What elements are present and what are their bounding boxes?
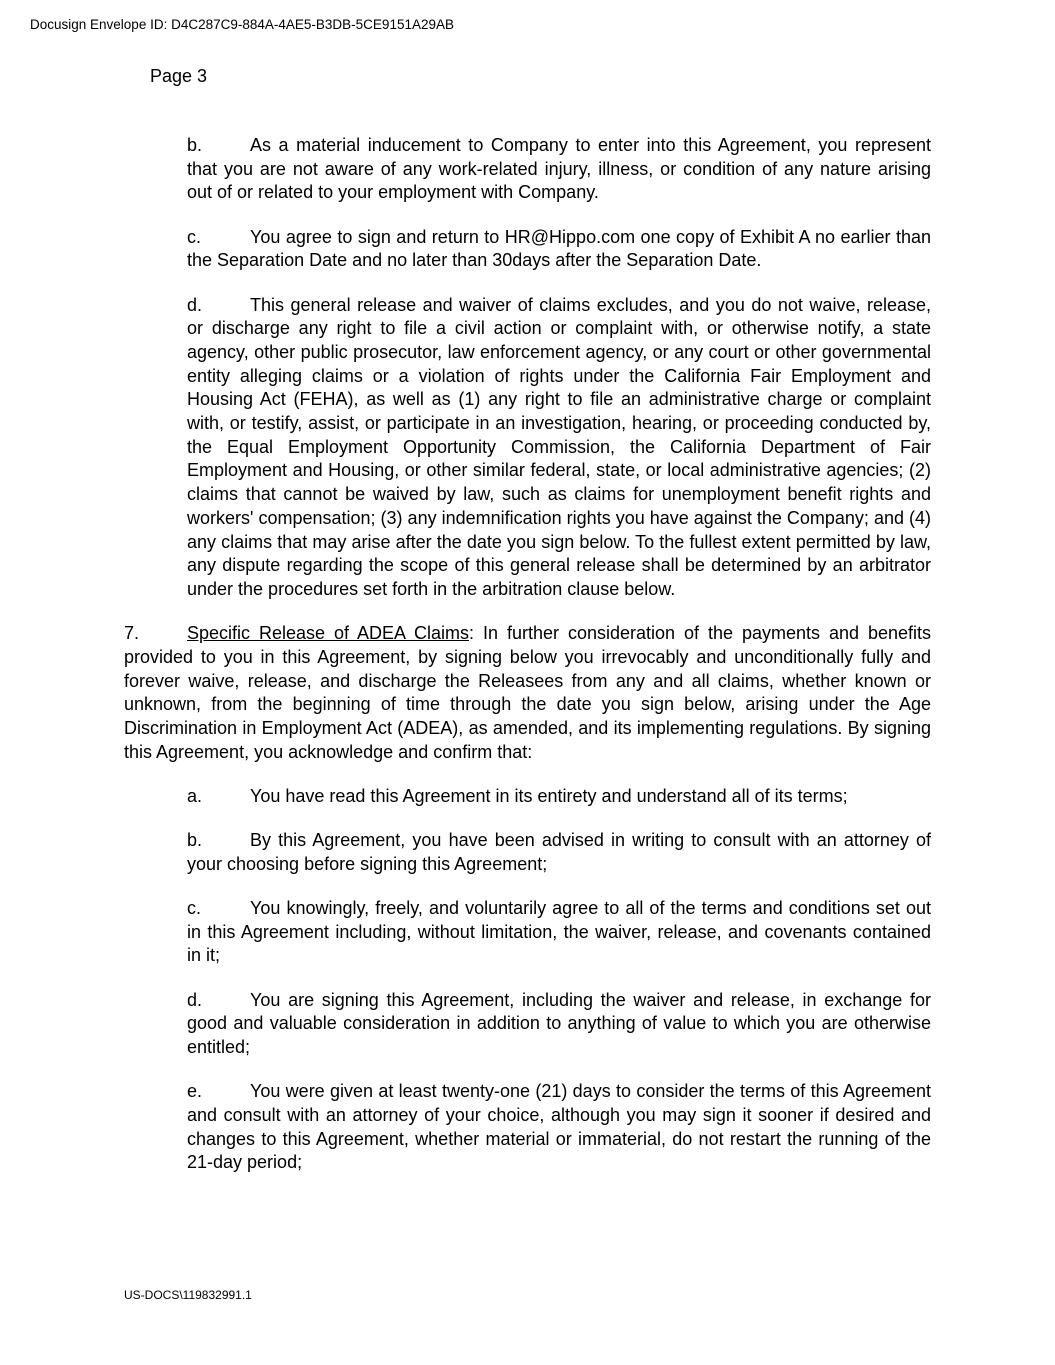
- section-heading: Specific Release of ADEA Claims: [187, 623, 469, 644]
- item-marker: c.: [187, 226, 202, 247]
- list-item-text: You have read this Agreement in its entirety and understand all of its terms;: [250, 785, 848, 806]
- list-item-text: You knowingly, freely, and voluntarily agree to all of the terms and conditions set out in this Agreement including, without limitation, the waiver, release, and covenants contained in it;: [187, 897, 931, 966]
- item-marker: c.: [187, 897, 202, 918]
- paragraph-6b: [124, 134, 931, 205]
- item-marker: d.: [187, 294, 203, 315]
- paragraph-text: As a material inducement to Company to enter into this Agreement, you represent that you are not aware of any work-related injury, illness, or condition of any nature arising out of or related to your employment with Company.: [187, 135, 931, 203]
- item-marker: e.: [187, 1081, 203, 1102]
- list-item-d: [124, 989, 931, 1060]
- item-marker: d.: [187, 989, 203, 1010]
- list-item-text: You were given at least twenty-one (21) days to consider the terms of this Agreement and consult with an attorney of your choice, although you may sign it sooner if desired and changes to this Agreement, whether material or immaterial, do not restart the running of the 21-day period;: [187, 1081, 931, 1173]
- section-text: : In further consideration of the payments and benefits provided to you in this Agreement, by signing below you irrevocably and unconditionally fully and forever waive, release, and discharge the Releasees from any and all claims, whether known or unknown, from the beginning of time through the date you sign below, arising under the Age Discrimination in Employment Act (ADEA), as amended, and its implementing regulations. By signing this Agreement, you acknowledge and confirm that:: [124, 623, 931, 762]
- paragraph-6d: [124, 294, 931, 602]
- document-footer-id: US-DOCS\119832991.1: [124, 1288, 252, 1302]
- section-number: 7.: [124, 623, 140, 644]
- paragraph-6c: [124, 226, 931, 273]
- document-body: [124, 134, 931, 1196]
- list-item-a: [124, 785, 931, 809]
- item-marker: b.: [187, 830, 203, 851]
- page-number: Page 3: [150, 66, 208, 86]
- paragraph-text: This general release and waiver of claims excludes, and you do not waive, release, or discharge any right to file a civil action or complaint with, or otherwise notify, a state agency, other public prosecutor, law enforcement agency, or any court or other governmental entity alleging claims or a violation of rights under the California Fair Employment and Housing Act (FEHA), as well as (1) any right to file an administrative charge or complaint with, or testify, assist, or participate in an investigation, hearing, or proceeding conducted by, the Equal Employment Opportunity Commission, the California Department of Fair Employment and Housing, or other similar federal, state, or local administrative agencies; (2) claims that cannot be waived by law, such as claims for unemployment benefit rights and workers' compensation; (3) any indemnification rights you have against the Company; and (4) any claims that may arise after the date you sign below. To the fullest extent permitted by law, any dispute regarding the scope of this general release shall be determined by an arbitrator under the procedures set forth in the arbitration clause below.: [187, 294, 931, 599]
- envelope-id: Docusign Envelope ID: D4C287C9-884A-4AE5-B3DB-5CE9151A29AB: [30, 17, 454, 32]
- list-item-e: [124, 1080, 931, 1175]
- item-marker: a.: [187, 785, 203, 806]
- list-item-b: [124, 829, 931, 876]
- list-item-text: By this Agreement, you have been advised in writing to consult with an attorney of your choosing before signing this Agreement;: [187, 830, 931, 874]
- paragraph-text: You agree to sign and return to HR@Hippo.com one copy of Exhibit A no earlier than the Separation Date and no later than 30days after the Separation Date.: [187, 226, 931, 271]
- item-marker: b.: [187, 135, 203, 155]
- list-item-text: You are signing this Agreement, including the waiver and release, in exchange for good and valuable consideration in addition to anything of value to which you are otherwise entitled;: [187, 989, 931, 1057]
- section-7: [124, 622, 931, 764]
- list-item-c: [124, 897, 931, 968]
